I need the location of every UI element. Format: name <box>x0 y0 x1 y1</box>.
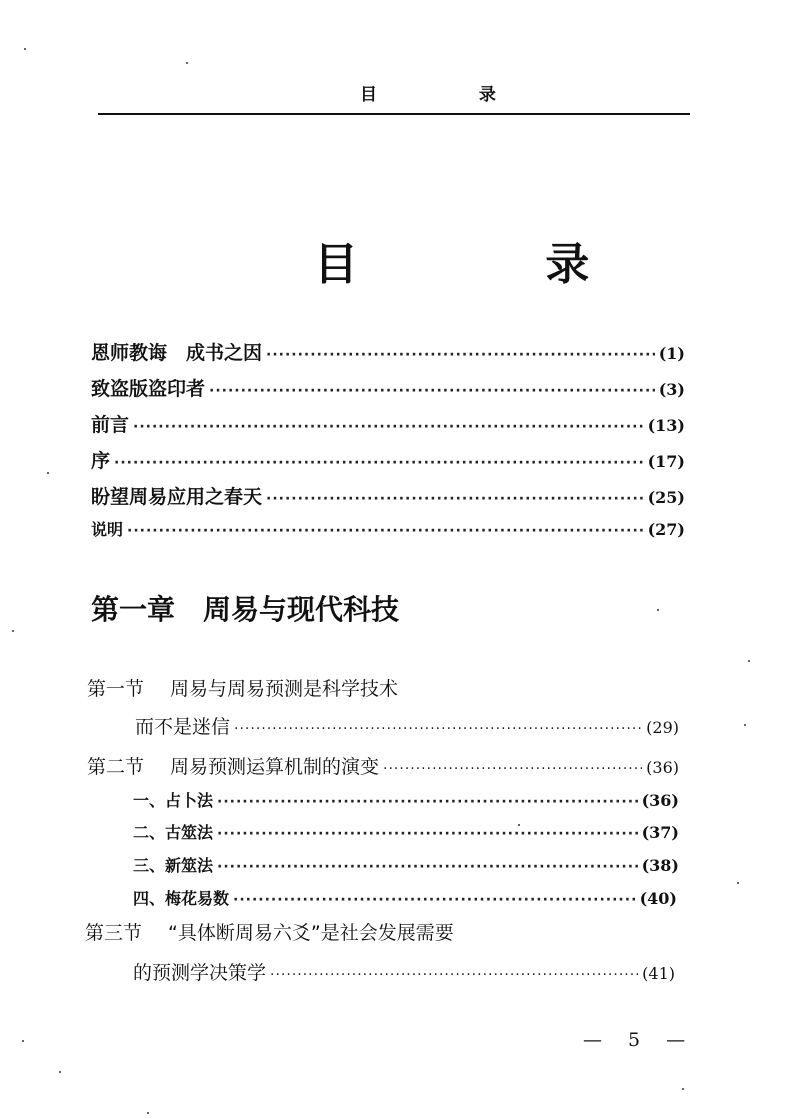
toc-entry <box>91 482 685 509</box>
toc-leader-dots <box>209 383 655 399</box>
section-title-line2: 而不是迷信 <box>135 716 231 738</box>
toc-leader-dots <box>133 419 644 435</box>
toc-entry <box>133 788 679 811</box>
toc-entry-page: (1) <box>658 344 685 363</box>
section-title-line1: 周易与周易预测是科学技术 <box>170 678 399 700</box>
toc-entry <box>135 712 679 739</box>
toc-entry-page: (13) <box>647 416 685 435</box>
toc-entry <box>91 410 685 437</box>
toc-leader-dots <box>234 721 642 737</box>
toc-entry-page: (38) <box>641 856 679 875</box>
toc-entry-title: 序 <box>91 450 111 472</box>
scan-speck <box>186 62 188 64</box>
scan-speck <box>24 48 26 50</box>
scan-speck <box>47 472 49 474</box>
page-number: — 5 — <box>583 1029 696 1051</box>
section-title: 周易预测运算机制的演变 <box>170 756 380 778</box>
toc-entry <box>133 853 679 876</box>
scan-speck <box>737 882 739 884</box>
toc-leader-dots <box>266 347 655 363</box>
subsection-title: 二、古筮法 <box>133 823 214 842</box>
toc-leader-dots <box>233 892 636 908</box>
header-rule <box>98 113 690 115</box>
toc-leader-dots <box>217 859 638 875</box>
toc-entry-title: 致盗版盗印者 <box>91 378 206 400</box>
section-heading <box>87 674 398 701</box>
scan-speck <box>12 630 14 632</box>
scan-speck <box>22 1040 24 1042</box>
toc-entry-page: (29) <box>646 718 679 737</box>
toc-entry-title: 盼望周易应用之春天 <box>91 486 263 508</box>
toc-entry-title: 说明 <box>91 520 124 539</box>
toc-entry-page: (25) <box>647 488 685 507</box>
toc-leader-dots <box>383 761 642 777</box>
toc-leader-dots <box>217 794 638 810</box>
toc-entry-title: 恩师教诲 成书之因 <box>91 342 263 364</box>
toc-leader-dots <box>270 967 638 983</box>
toc-entry-page: (41) <box>642 964 675 983</box>
running-header-title: 目 录 <box>360 85 544 105</box>
chapter-heading <box>91 588 399 628</box>
toc-leader-dots <box>127 523 644 539</box>
scan-speck <box>147 1112 149 1114</box>
subsection-title: 四、梅花易数 <box>133 889 230 908</box>
chapter-number: 第一章 <box>91 593 176 626</box>
subsection-title: 一、占卜法 <box>133 791 214 810</box>
toc-entry <box>133 820 679 843</box>
toc-entry-page: (36) <box>646 758 679 777</box>
scan-speck <box>682 1088 684 1090</box>
section-label: 第二节 <box>87 756 145 778</box>
subsection-title: 三、新筮法 <box>133 856 214 875</box>
toc-entry <box>91 374 685 401</box>
toc-leader-dots <box>217 826 638 842</box>
scan-speck <box>657 609 659 611</box>
toc-entry <box>87 752 679 779</box>
section-heading <box>85 918 454 945</box>
scan-speck <box>59 1071 61 1073</box>
section-label: 第三节 <box>85 922 143 944</box>
toc-entry-title: 前言 <box>91 414 130 436</box>
toc-entry <box>91 338 685 365</box>
toc-leader-dots <box>114 455 644 471</box>
toc-entry-page: (17) <box>647 452 685 471</box>
toc-entry-page: (40) <box>639 889 677 908</box>
toc-entry <box>91 517 685 540</box>
chapter-title: 周易与现代科技 <box>203 593 400 626</box>
toc-entry-page: (27) <box>647 520 685 539</box>
toc-entry-page: (37) <box>641 823 679 842</box>
section-heading <box>87 752 379 779</box>
scan-speck <box>748 660 750 662</box>
toc-entry <box>133 958 675 985</box>
section-title-line2: 的预测学决策学 <box>133 962 267 984</box>
toc-entry <box>133 886 677 909</box>
scan-speck <box>744 724 746 726</box>
toc-entry-page: (36) <box>641 791 679 810</box>
toc-leader-dots <box>266 491 644 507</box>
toc-entry <box>91 446 685 473</box>
section-label: 第一节 <box>87 678 145 700</box>
scan-speck <box>518 824 520 826</box>
section-title-line1: “具体断周易六爻”是社会发展需要 <box>168 922 454 944</box>
page-title: 目 录 <box>314 239 676 290</box>
toc-entry-page: (3) <box>658 380 685 399</box>
